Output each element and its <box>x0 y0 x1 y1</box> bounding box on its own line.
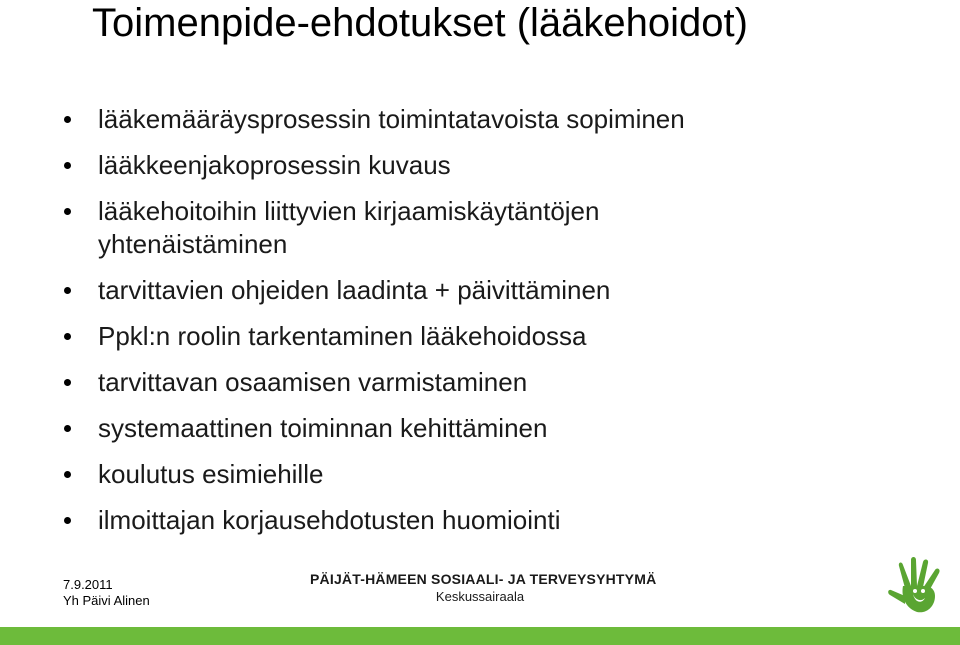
footer-left <box>63 577 150 609</box>
bullet-dot-icon <box>64 379 71 386</box>
slide-title: Toimenpide-ehdotukset (lääkehoidot) <box>92 1 748 45</box>
bullet-item <box>60 412 840 445</box>
bullet-item <box>60 195 840 261</box>
bullet-text: tarvittavan osaamisen varmistaminen <box>98 367 528 397</box>
bullet-item <box>60 274 840 307</box>
bullet-text: lääkemääräysprosessin toimintatavoista sopiminen <box>98 104 685 134</box>
organization-name: PÄIJÄT-HÄMEEN SOSIAALI- JA TERVEYSYHTYMÄ <box>310 571 657 587</box>
bullet-item <box>60 366 840 399</box>
bullet-text-line2: yhtenäistäminen <box>98 229 288 259</box>
bullet-item <box>60 504 840 537</box>
bullet-dot-icon <box>64 471 71 478</box>
bullet-dot-icon <box>64 425 71 432</box>
bullet-dot-icon <box>64 287 71 294</box>
bullet-dot-icon <box>64 162 71 169</box>
bullet-item <box>60 458 840 491</box>
bullet-item <box>60 320 840 353</box>
bullet-list <box>60 103 840 550</box>
bullet-dot-icon <box>64 517 71 524</box>
bullet-dot-icon <box>64 333 71 340</box>
hand-logo-icon <box>885 556 949 620</box>
hand-logo-shape <box>888 557 939 612</box>
bullet-text-line1: lääkehoitoihin liittyvien kirjaamiskäytäntöjen <box>98 196 600 226</box>
bullet-text: tarvittavien ohjeiden laadinta + päivittäminen <box>98 275 611 305</box>
footer-date: 7.9.2011 <box>63 577 113 592</box>
bullet-text: Ppkl:n roolin tarkentaminen lääkehoidossa <box>98 321 587 351</box>
footer-accent-bar <box>0 627 960 645</box>
bullet-text: koulutus esimiehille <box>98 459 324 489</box>
bullet-text: ilmoittajan korjausehdotusten huomiointi <box>98 505 561 535</box>
organization-unit: Keskussairaala <box>435 589 525 604</box>
bullet-item <box>60 103 840 136</box>
bullet-item <box>60 149 840 182</box>
footer-organization <box>310 571 657 606</box>
bullet-dot-icon <box>64 208 71 215</box>
bullet-text: systemaattinen toiminnan kehittäminen <box>98 413 548 443</box>
bullet-text: lääkkeenjakoprosessin kuvaus <box>98 150 451 180</box>
bullet-dot-icon <box>64 116 71 123</box>
footer-author: Yh Päivi Alinen <box>63 593 150 608</box>
